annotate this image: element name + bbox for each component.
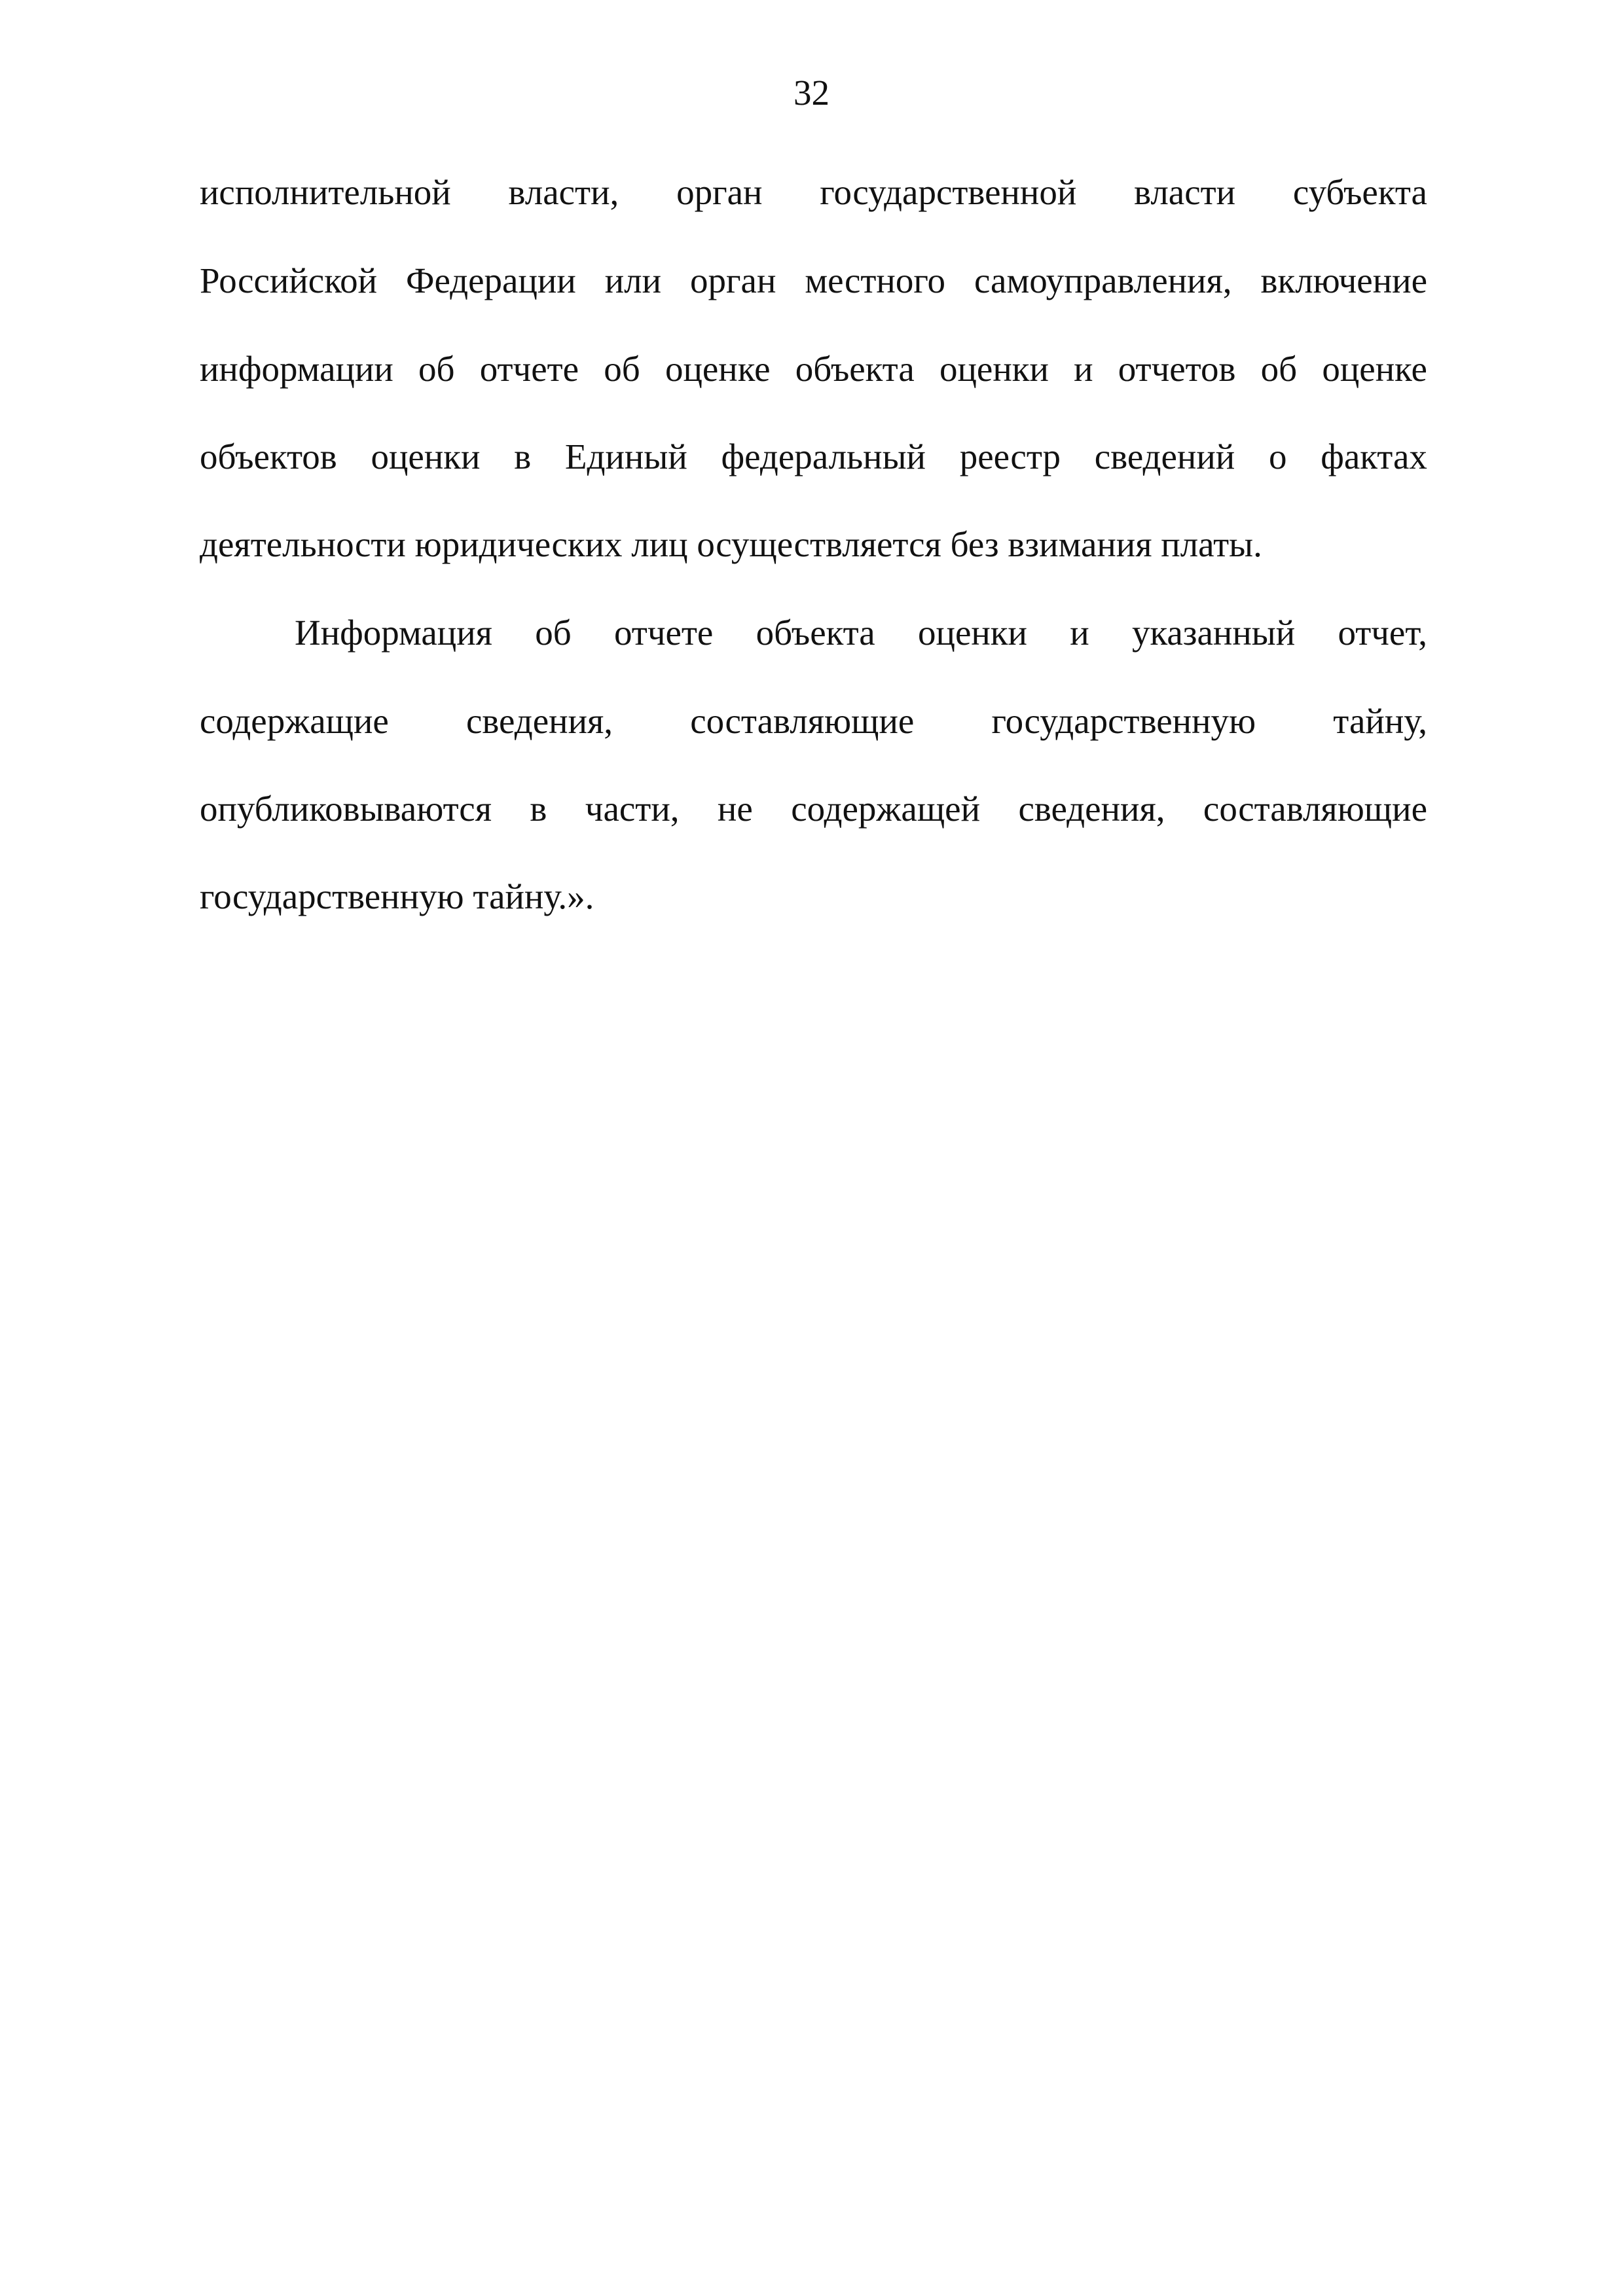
paragraph-1-line-5: деятельности юридических лиц осуществляется без взимания платы. (200, 524, 1262, 564)
word: указанный (1131, 613, 1296, 653)
word: отчете (614, 613, 714, 653)
word: субъекта (1292, 172, 1427, 212)
word: оценки (939, 349, 1049, 389)
word: части, (585, 789, 680, 829)
word: объекта (756, 613, 875, 653)
word: орган (690, 260, 776, 300)
word: Российской (200, 260, 378, 300)
word: информации (200, 349, 393, 389)
paragraph-1-line-4 (200, 436, 1427, 478)
word: составляющие (690, 701, 915, 741)
paragraph-2-line-4: государственную тайну.». (200, 876, 594, 916)
word: сведения, (466, 701, 613, 741)
word: местного (805, 260, 946, 300)
word: в (530, 789, 547, 829)
word: опубликовываются (200, 789, 492, 829)
word: самоуправления, (974, 260, 1232, 300)
paragraph-1-line-2 (200, 260, 1427, 302)
word: сведения, (1018, 789, 1165, 829)
word: орган (676, 172, 763, 212)
paragraph-2-line-3 (200, 788, 1427, 830)
word: власти (1134, 172, 1236, 212)
word: о (1269, 437, 1287, 476)
word: отчете (479, 349, 579, 389)
paragraph-2-line-1 (295, 612, 1427, 654)
paragraph-2-line-2 (200, 700, 1427, 742)
word: составляющие (1203, 789, 1427, 829)
word: не (717, 789, 753, 829)
word: отчетов (1118, 349, 1236, 389)
word: оценки (918, 613, 1027, 653)
word: федеральный (721, 437, 926, 476)
word: в (514, 437, 532, 476)
word: содержащей (791, 789, 981, 829)
word: объектов (200, 437, 337, 476)
word: оценке (1322, 349, 1427, 389)
word: содержащие (200, 701, 389, 741)
word: об (418, 349, 455, 389)
word: объекта (795, 349, 915, 389)
word: оценки (371, 437, 481, 476)
word: включение (1260, 260, 1427, 300)
word: власти, (508, 172, 619, 212)
word: Информация (295, 613, 492, 653)
word: и (1074, 349, 1093, 389)
paragraph-1-line-1 (200, 171, 1427, 213)
word: или (604, 260, 662, 300)
word: об (604, 349, 640, 389)
word: Единый (564, 437, 687, 476)
word: государственную (991, 701, 1256, 741)
word: и (1070, 613, 1089, 653)
word: об (1260, 349, 1298, 389)
word: отчет, (1338, 613, 1427, 653)
word: об (535, 613, 572, 653)
word: сведений (1094, 437, 1235, 476)
word: исполнительной (200, 172, 451, 212)
word: тайну, (1333, 701, 1427, 741)
word: оценке (665, 349, 771, 389)
page-number: 32 (793, 73, 830, 113)
word: реестр (959, 437, 1061, 476)
word: Федерации (406, 260, 576, 300)
word: фактах (1321, 437, 1427, 476)
word: государственной (820, 172, 1077, 212)
paragraph-1-line-3 (200, 348, 1427, 390)
